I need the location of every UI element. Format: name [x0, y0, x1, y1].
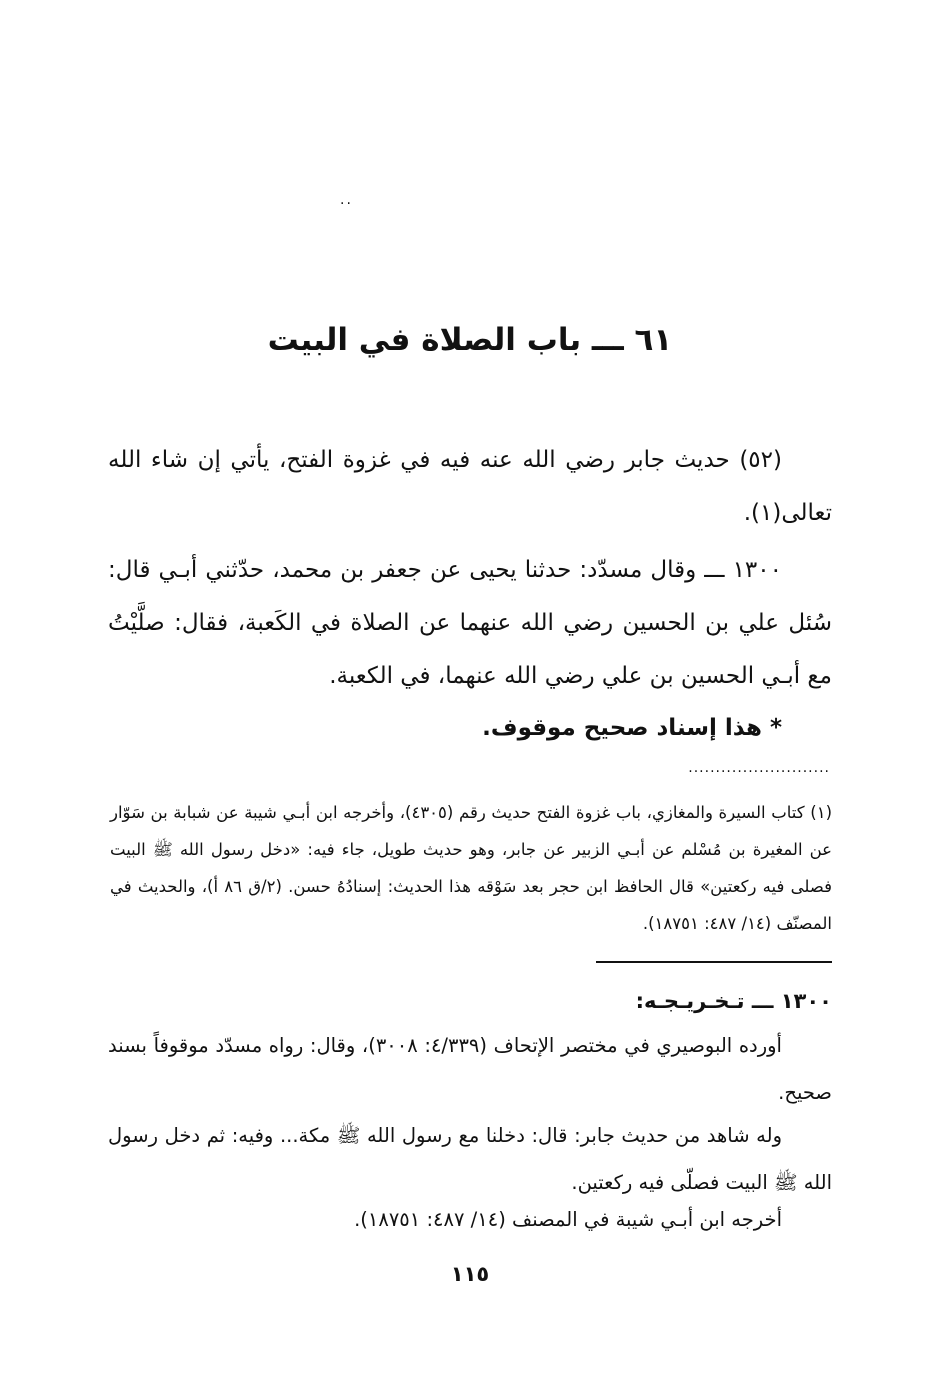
star-marker: * — [769, 715, 782, 741]
page-number: ١١٥ — [450, 1262, 490, 1286]
chapter-title: ٦١ ـــ باب الصلاة في البيت — [267, 322, 673, 358]
section-divider — [596, 961, 832, 963]
intro-paragraph: (٥٢) حديث جابر رضي الله عنه فيه في غزوة الفتح، يأتي إن شاء الله تعالى(١). — [108, 447, 832, 526]
takhrij-heading: ١٣٠٠ ـــ تـخـريـجـه: — [635, 989, 832, 1013]
footnote-separator: .......................... — [688, 760, 830, 776]
grading-line — [108, 702, 832, 755]
grading-text: هذا إسناد صحيح موقوف. — [482, 715, 762, 741]
header-mark: .. — [340, 192, 353, 208]
takhrij-paragraph-3: أخرجه ابن أبـي شيبة في المصنف (١٤/ ٤٨٧: ١٨٧٥١). — [354, 1208, 782, 1231]
takhrij-paragraph-2: وله شاهد من حديث جابر: قال: دخلنا مع رسول الله ﷺ مكة... وفيه: ثم دخل رسول الله ﷺ البيت فصلّى فيه ركعتين. — [108, 1124, 832, 1194]
footnote-1: (١) كتاب السيرة والمغازي، باب غزوة الفتح حديث رقم (٤٣٠٥)، وأخرجه ابن أبـي شيبة عن شبابة بن سَوّار عن المغيرة بن مُسْلم عن أبـي الزبير عن جابر، وهو حديث طويل، جاء فيه: «دخل رسول الله ﷺ البيت فصلى فيه ركعتين» قال الحافظ ابن حجر بعد سَوْقه هذا الحديث: إسنادُهُ حسن. (٢/ق ٨٦ أ)، والحديث في المصنّف (١٤/ ٤٨٧: ١٨٧٥١). — [110, 803, 832, 933]
hadith-paragraph: ١٣٠٠ ـــ وقال مسدّد: حدثنا يحيى عن جعفر بن محمد، حدّثني أبـي قال: سُئل علي بن الحسين رضي الله عنهما عن الصلاة في الكَعبة، فقال: صلَّيْتُ مع أبـي الحسين بن علي رضي الله عنهما، في الكعبة. — [108, 557, 832, 689]
takhrij-paragraph-1: أورده البوصيري في مختصر الإتحاف (٤/٣٣٩: ٣٠٠٨)، وقال: رواه مسدّد موقوفاً بسند صحيح. — [108, 1034, 832, 1104]
